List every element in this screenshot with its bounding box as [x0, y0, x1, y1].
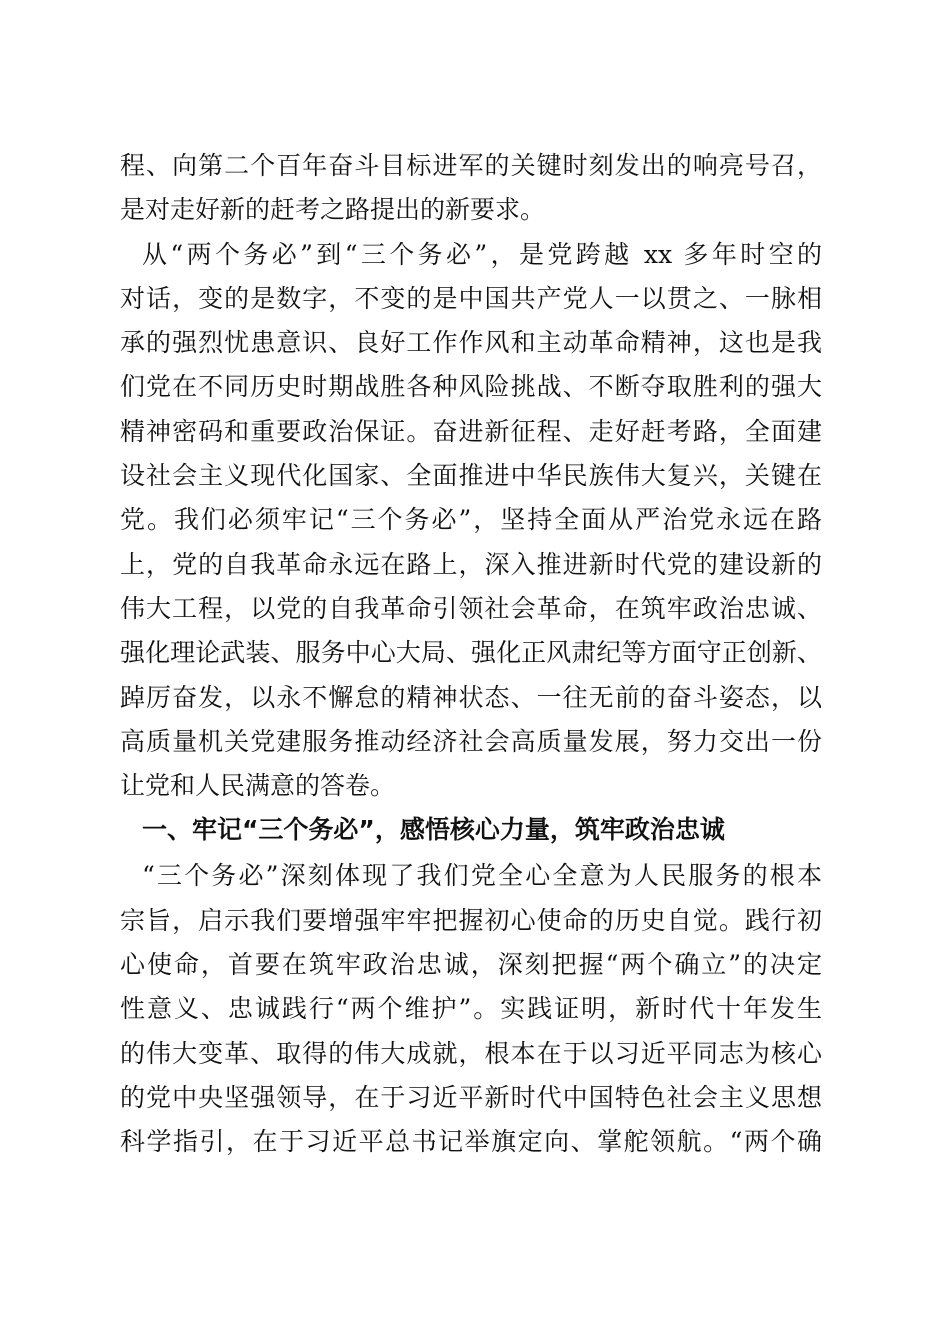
text-line: 从“两个务必”到“三个务必”，是党跨越 xx 多年时空的 — [142, 239, 822, 269]
text-line: 精神密码和重要政治保证。奋进新征程、走好赶考路，全面建 — [120, 416, 822, 446]
text-line: 的党中央坚强领导，在于习近平新时代中国特色社会主义思想 — [120, 1082, 822, 1112]
text-line: 伟大工程，以党的自我革命引领社会革命，在筑牢政治忠诚、 — [120, 593, 822, 623]
text-line: 程、向第二个百年奋斗目标进军的关键时刻发出的响亮号召， — [120, 151, 822, 180]
paragraph — [120, 856, 822, 1166]
text-line: 一、牢记“三个务必”，感悟核心力量，筑牢政治忠诚 — [142, 815, 725, 845]
text-line: “三个务必”深刻体现了我们党全心全意为人民服务的根本 — [142, 861, 822, 891]
section-heading — [120, 810, 822, 856]
text-line: 让党和人民满意的答卷。 — [120, 771, 396, 801]
text-line: 科学指引，在于习近平总书记举旗定向、掌舵领航。“两个确 — [120, 1127, 822, 1157]
paragraph — [120, 235, 822, 811]
text-line: 上，党的自我革命永远在路上，深入推进新时代党的建设新的 — [120, 549, 822, 579]
text-line: 心使命，首要在筑牢政治忠诚，深刻把握“两个确立”的决定 — [120, 950, 822, 980]
text-line: 对话，变的是数字，不变的是中国共产党人一以贯之、一脉相 — [120, 283, 822, 313]
paragraph — [120, 146, 822, 235]
document-page — [120, 146, 822, 1167]
text-line: 承的强烈忧患意识、良好工作作风和主动革命精神，这也是我 — [120, 328, 822, 358]
text-line: 们党在不同历史时期战胜各种风险挑战、不断夺取胜利的强大 — [120, 372, 822, 402]
text-line: 是对走好新的赶考之路提出的新要求。 — [120, 195, 546, 225]
text-line: 的伟大变革、取得的伟大成就，根本在于以习近平同志为核心 — [120, 1038, 822, 1068]
text-line: 强化理论武装、服务中心大局、强化正风肃纪等方面守正创新、 — [120, 638, 822, 668]
text-line: 高质量机关党建服务推动经济社会高质量发展，努力交出一份 — [120, 726, 822, 756]
text-line: 性意义、忠诚践行“两个维护”。实践证明，新时代十年发生 — [120, 994, 822, 1024]
text-line: 踔厉奋发，以永不懈怠的精神状态、一往无前的奋斗姿态，以 — [120, 682, 822, 712]
text-line: 党。我们必须牢记“三个务必”，坚持全面从严治党永远在路 — [120, 505, 822, 535]
text-line: 宗旨，启示我们要增强牢牢把握初心使命的历史自觉。践行初 — [120, 905, 822, 935]
text-line: 设社会主义现代化国家、全面推进中华民族伟大复兴，关键在 — [120, 461, 822, 491]
